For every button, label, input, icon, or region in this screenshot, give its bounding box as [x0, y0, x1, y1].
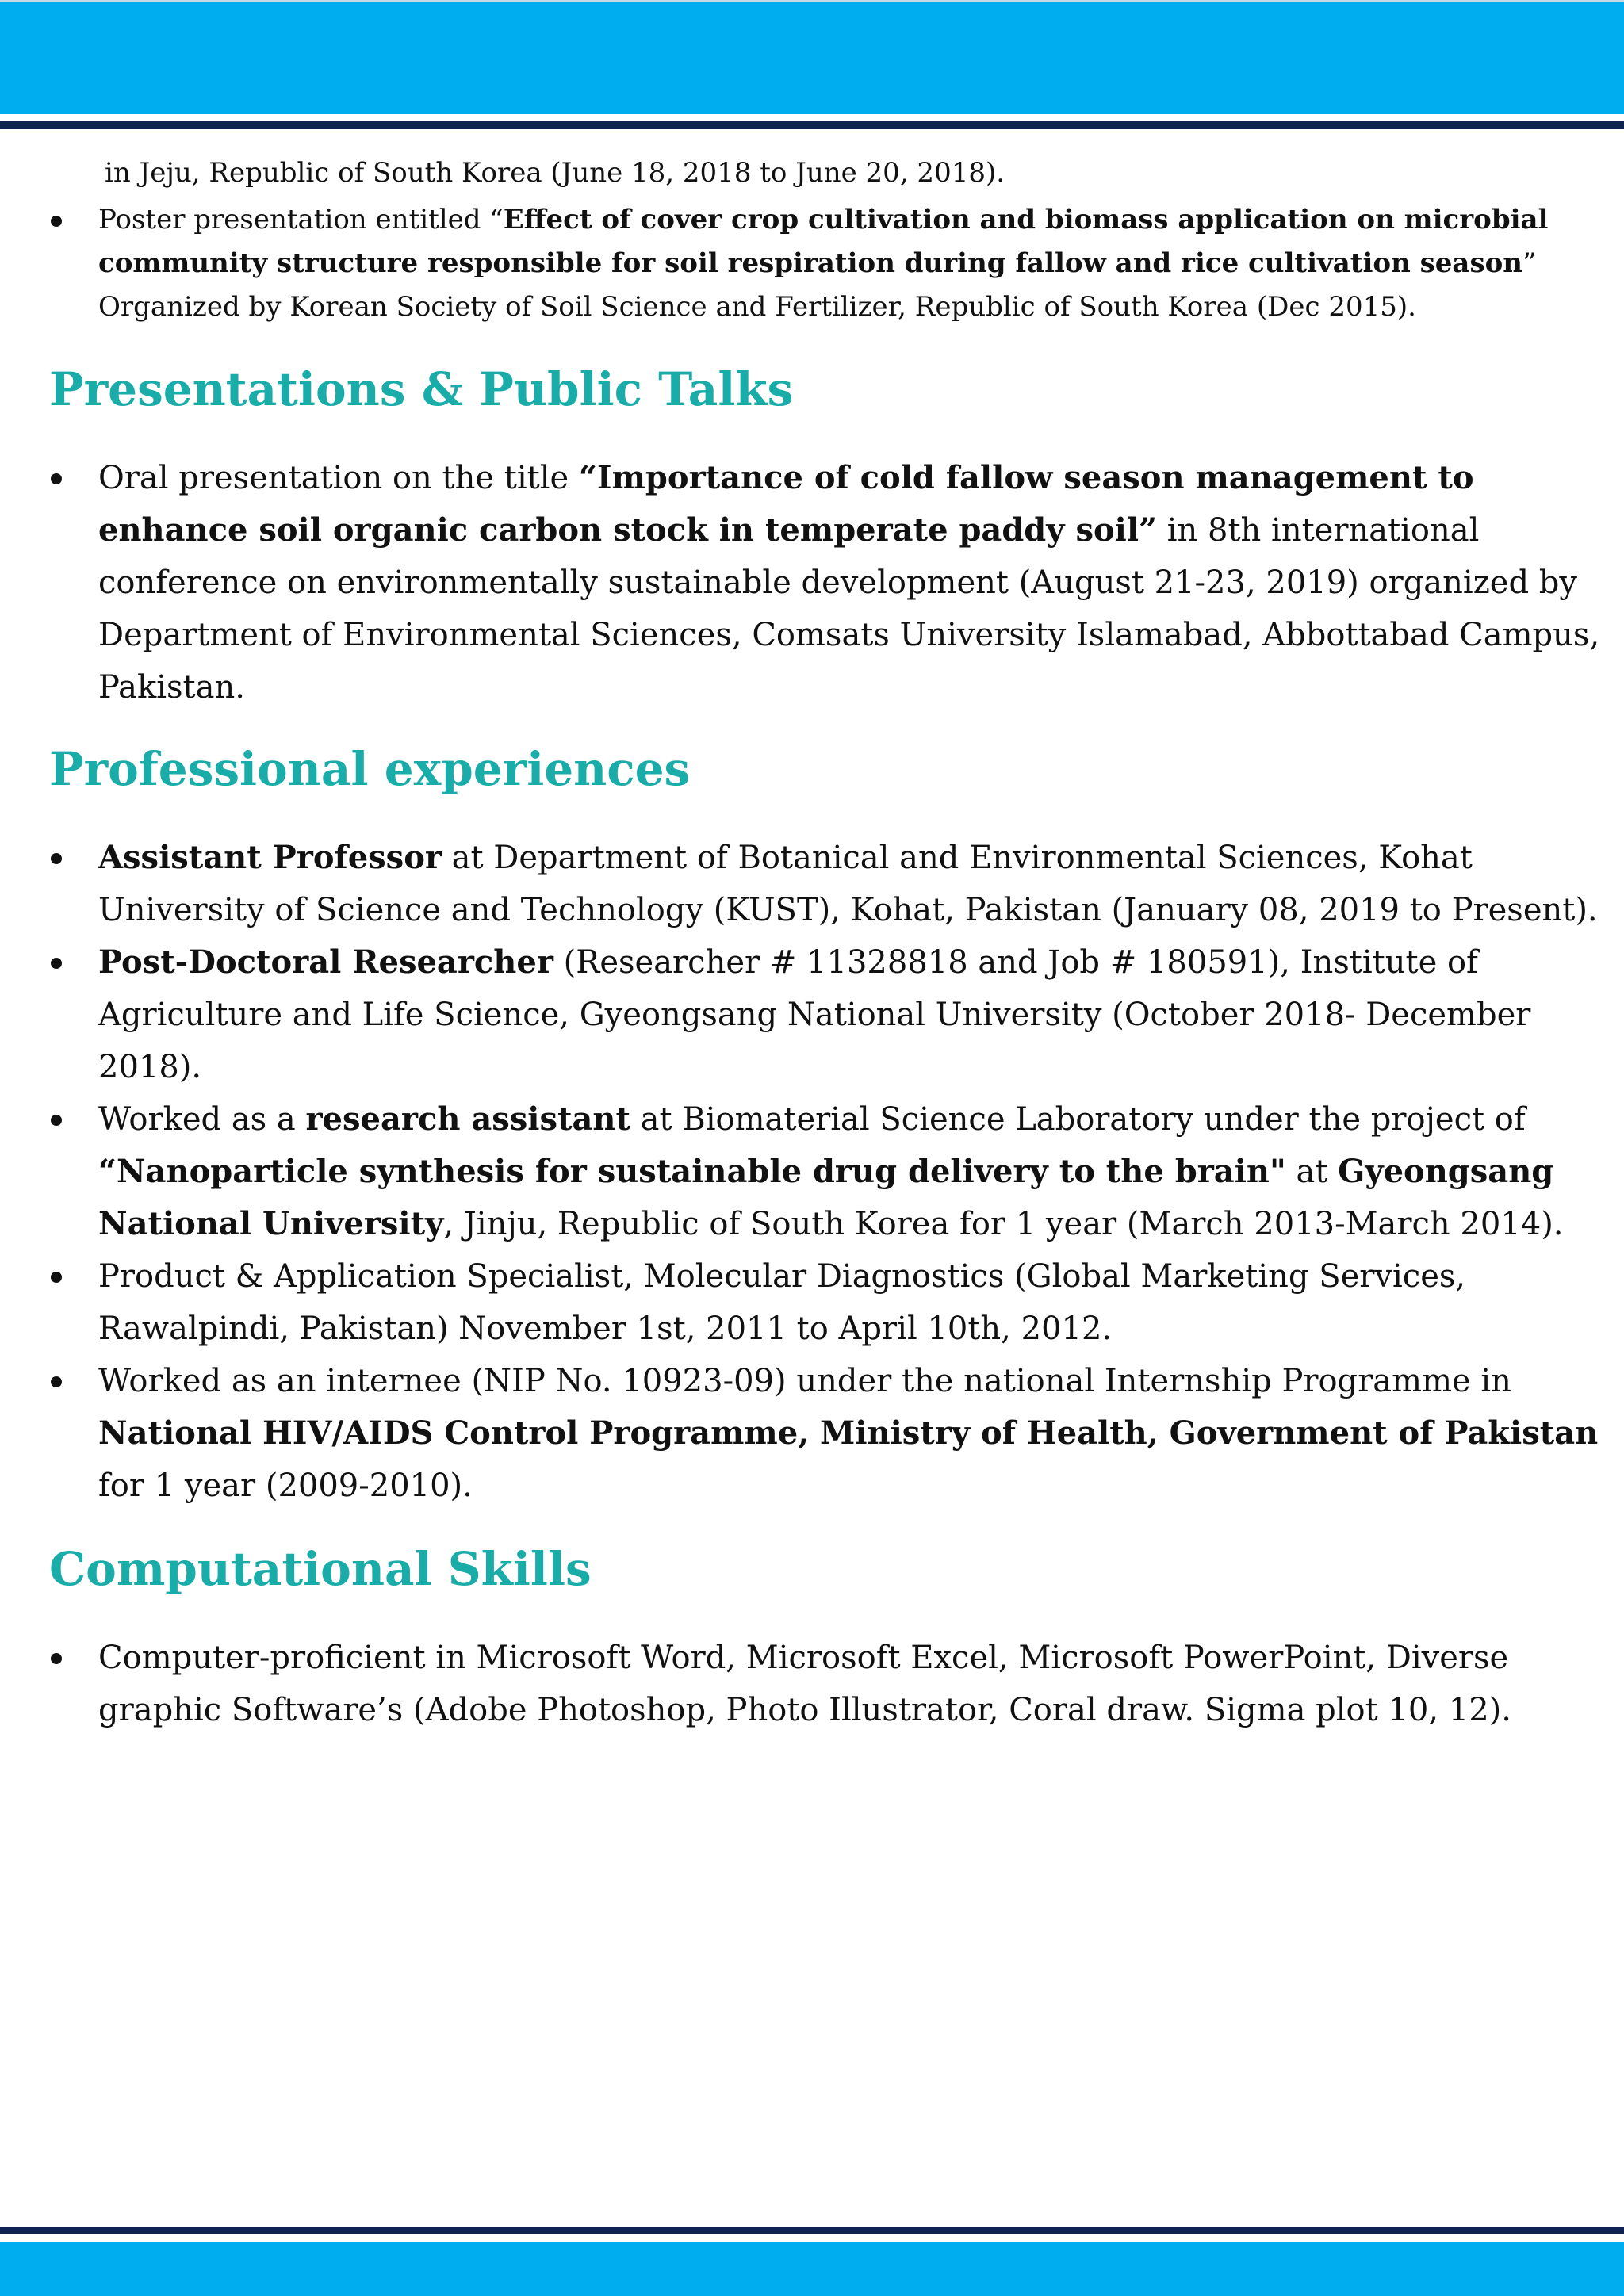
list-item: Poster presentation entitled “Effect of cover crop cultivation and biomass application on microbial community structure responsible for soil respiration during fallow and rice cultivation season” Organized by Korean Society of Soil Science and Fertilizer, Republic of South Korea (Dec 2015).: [0, 198, 1624, 329]
list-item: Computer-proficient in Microsoft Word, Microsoft Excel, Microsoft PowerPoint, Diverse graphic Software’s (Adobe Photoshop, Photo Illustrator, Coral draw. Sigma plot 10, 12).: [0, 1632, 1624, 1736]
header-band: [0, 0, 1624, 114]
footer-band: [0, 2242, 1624, 2296]
list-item: Assistant Professor at Department of Botanical and Environmental Sciences, Kohat University of Science and Technology (KUST), Kohat, Pakistan (January 08, 2019 to Present).: [0, 832, 1624, 936]
list-item: Product & Application Specialist, Molecular Diagnostics (Global Marketing Services, Rawalpindi, Pakistan) November 1st, 2011 to April 10th, 2012.: [0, 1250, 1624, 1355]
footer-rule: [0, 2227, 1624, 2234]
header-rule: [0, 121, 1624, 129]
skills-list: [0, 1632, 1624, 1736]
list-item: Worked as an internee (NIP No. 10923-09) under the national Internship Programme in National HIV/AIDS Control Programme, Ministry of Health, Government of Pakistan for 1 year (2009-2010).: [0, 1355, 1624, 1512]
list-item: Worked as a research assistant at Biomaterial Science Laboratory under the project of “Nanoparticle synthesis for sustainable drug delivery to the brain" at Gyeongsang National University, Jinju, Republic of South Korea for 1 year (March 2013-March 2014).: [0, 1093, 1624, 1250]
section-heading-presentations: Presentations & Public Talks: [49, 362, 794, 416]
experience-list: [0, 832, 1624, 1512]
list-item: Post-Doctoral Researcher (Researcher # 11328818 and Job # 180591), Institute of Agriculture and Life Science, Gyeongsang National University (October 2018- December 2018).: [0, 936, 1624, 1093]
conference-continuation: in Jeju, Republic of South Korea (June 18, 2018 to June 20, 2018).: [105, 157, 1005, 189]
conference-list: [0, 198, 1624, 329]
section-heading-experience: Professional experiences: [49, 742, 691, 796]
section-heading-skills: Computational Skills: [49, 1542, 592, 1596]
list-item: Oral presentation on the title “Importance of cold fallow season management to enhance soil organic carbon stock in temperate paddy soil” in 8th international conference on environmentally sustainable development (August 21-23, 2019) organized by Department of Environmental Sciences, Comsats University Islamabad, Abbottabad Campus, Pakistan.: [0, 452, 1624, 714]
presentations-list: [0, 452, 1624, 714]
